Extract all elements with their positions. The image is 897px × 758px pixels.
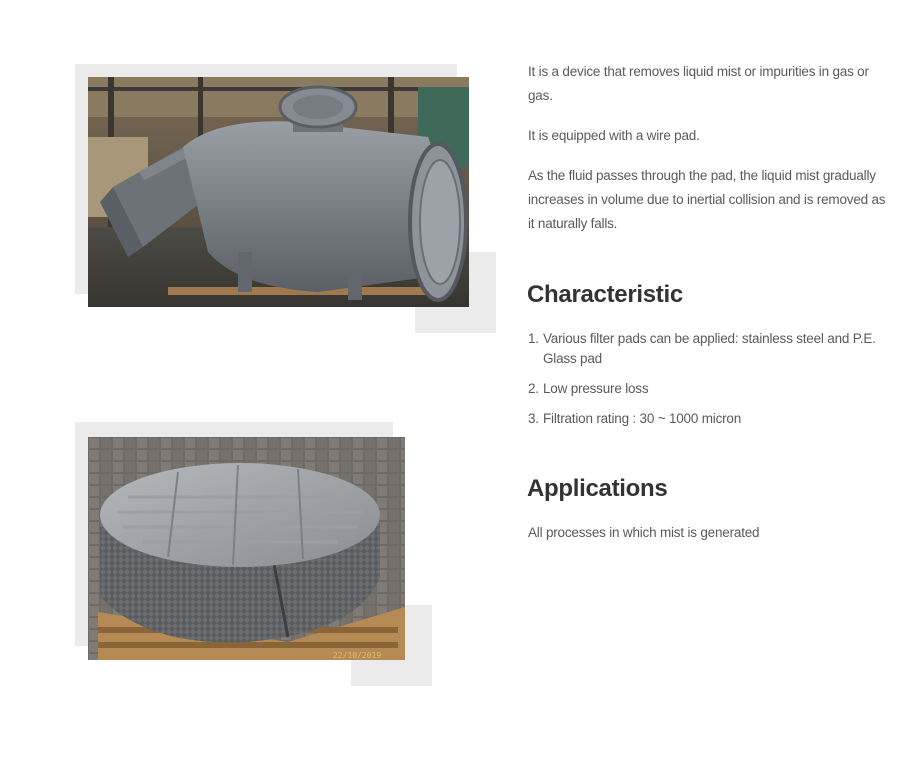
list-item: [528, 409, 878, 429]
date-stamp: 22/10/2019: [333, 651, 382, 660]
list-item-text: Low pressure loss: [543, 381, 649, 396]
applications-text: All processes in which mist is generated: [528, 525, 760, 540]
description-paragraph-2: It is equipped with a wire pad.: [528, 128, 700, 143]
mist-separator-vessel-photo: [88, 77, 469, 307]
list-item: [528, 379, 878, 399]
list-item-number: 2.: [528, 381, 539, 396]
characteristic-heading: Characteristic: [527, 281, 683, 308]
list-item-text: Filtration rating : 30 ~ 1000 micron: [543, 411, 742, 426]
description-paragraph-1: It is a device that removes liquid mist or impurities in gas or gas.: [528, 64, 869, 103]
characteristic-list: [528, 329, 878, 439]
description: [528, 60, 888, 252]
applications-heading: Applications: [527, 475, 668, 502]
wire-mesh-pad-photo: [88, 437, 405, 660]
list-item: [528, 329, 878, 369]
description-paragraph-3: As the fluid passes through the pad, the liquid mist gradually increases in volume due to inertial collision and is removed as it naturally falls.: [528, 168, 886, 231]
list-item-number: 3.: [528, 411, 539, 426]
list-item-text: Various filter pads can be applied: stainless steel and P.E. Glass pad: [543, 331, 876, 366]
list-item-number: 1.: [528, 331, 539, 346]
